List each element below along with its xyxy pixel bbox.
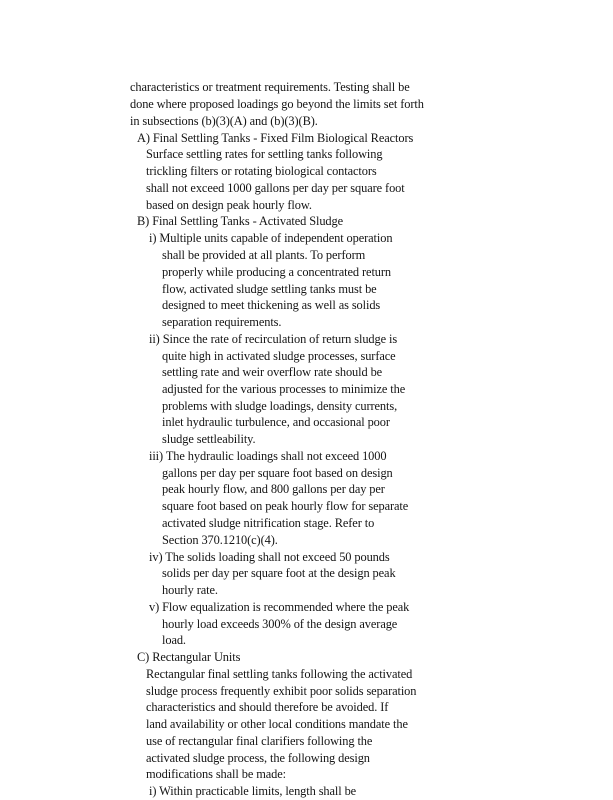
text-line: characteristics and should therefore be avoided. If (146, 700, 389, 714)
text-line: modifications shall be made: (146, 767, 287, 781)
list-item-c-i: i) Within practicable limits, length shall be (149, 784, 357, 798)
text-line: sludge process frequently exhibit poor solids separation (146, 684, 417, 698)
text-line: properly while producing a concentrated return (162, 265, 392, 279)
text-line: load. (162, 633, 186, 647)
list-item-i: i) Multiple units capable of independent operation (149, 231, 393, 245)
text-line: peak hourly flow, and 800 gallons per day per (162, 482, 385, 496)
text-line: shall be provided at all plants. To perform (162, 248, 366, 262)
text-line: sludge settleability. (162, 432, 256, 446)
text-line: Section 370.1210(c)(4). (162, 533, 278, 547)
list-item-iv: iv) The solids loading shall not exceed 50 pounds (149, 550, 390, 564)
text-line: adjusted for the various processes to minimize the (162, 382, 406, 396)
text-line: Rectangular final settling tanks following the activated (146, 667, 413, 681)
text-line: activated sludge process, the following design (146, 751, 370, 765)
text-line: quite high in activated sludge processes, surface (162, 349, 396, 363)
text-line: activated sludge nitrification stage. Refer to (162, 516, 375, 530)
text-line: land availability or other local conditions mandate the (146, 717, 408, 731)
list-item-iii: iii) The hydraulic loadings shall not exceed 1000 (149, 449, 387, 463)
text-line: use of rectangular final clarifiers following the (146, 734, 373, 748)
text-line: Surface settling rates for settling tanks following (146, 147, 383, 161)
text-line: settling rate and weir overflow rate should be (162, 365, 383, 379)
text-line: trickling filters or rotating biological contactors (146, 164, 377, 178)
text-line: hourly load exceeds 300% of the design average (162, 617, 398, 631)
list-item-ii: ii) Since the rate of recirculation of return sludge is (149, 332, 398, 346)
text-line: flow, activated sludge settling tanks must be (162, 282, 377, 296)
text-line: characteristics or treatment requirements. Testing shall be (130, 80, 410, 94)
text-line: problems with sludge loadings, density currents, (162, 399, 398, 413)
list-item-v: v) Flow equalization is recommended where the peak (149, 600, 410, 614)
text-line: separation requirements. (162, 315, 282, 329)
text-line: square foot based on peak hourly flow for separate (162, 499, 409, 513)
text-line: hourly rate. (162, 583, 218, 597)
text-line: inlet hydraulic turbulence, and occasional poor (162, 415, 390, 429)
section-heading-c: C) Rectangular Units (137, 650, 241, 664)
section-heading-a: A) Final Settling Tanks - Fixed Film Biological Reactors (137, 131, 414, 145)
text-line: solids per day per square foot at the design peak (162, 566, 396, 580)
text-line: gallons per day per square foot based on design (162, 466, 393, 480)
section-heading-b: B) Final Settling Tanks - Activated Sludge (137, 214, 344, 228)
text-line: done where proposed loadings go beyond the limits set forth (130, 97, 424, 111)
text-line: designed to meet thickening as well as solids (162, 298, 381, 312)
text-line: shall not exceed 1000 gallons per day per square foot (146, 181, 405, 195)
text-line: in subsections (b)(3)(A) and (b)(3)(B). (130, 114, 318, 128)
text-line: based on design peak hourly flow. (146, 198, 312, 212)
